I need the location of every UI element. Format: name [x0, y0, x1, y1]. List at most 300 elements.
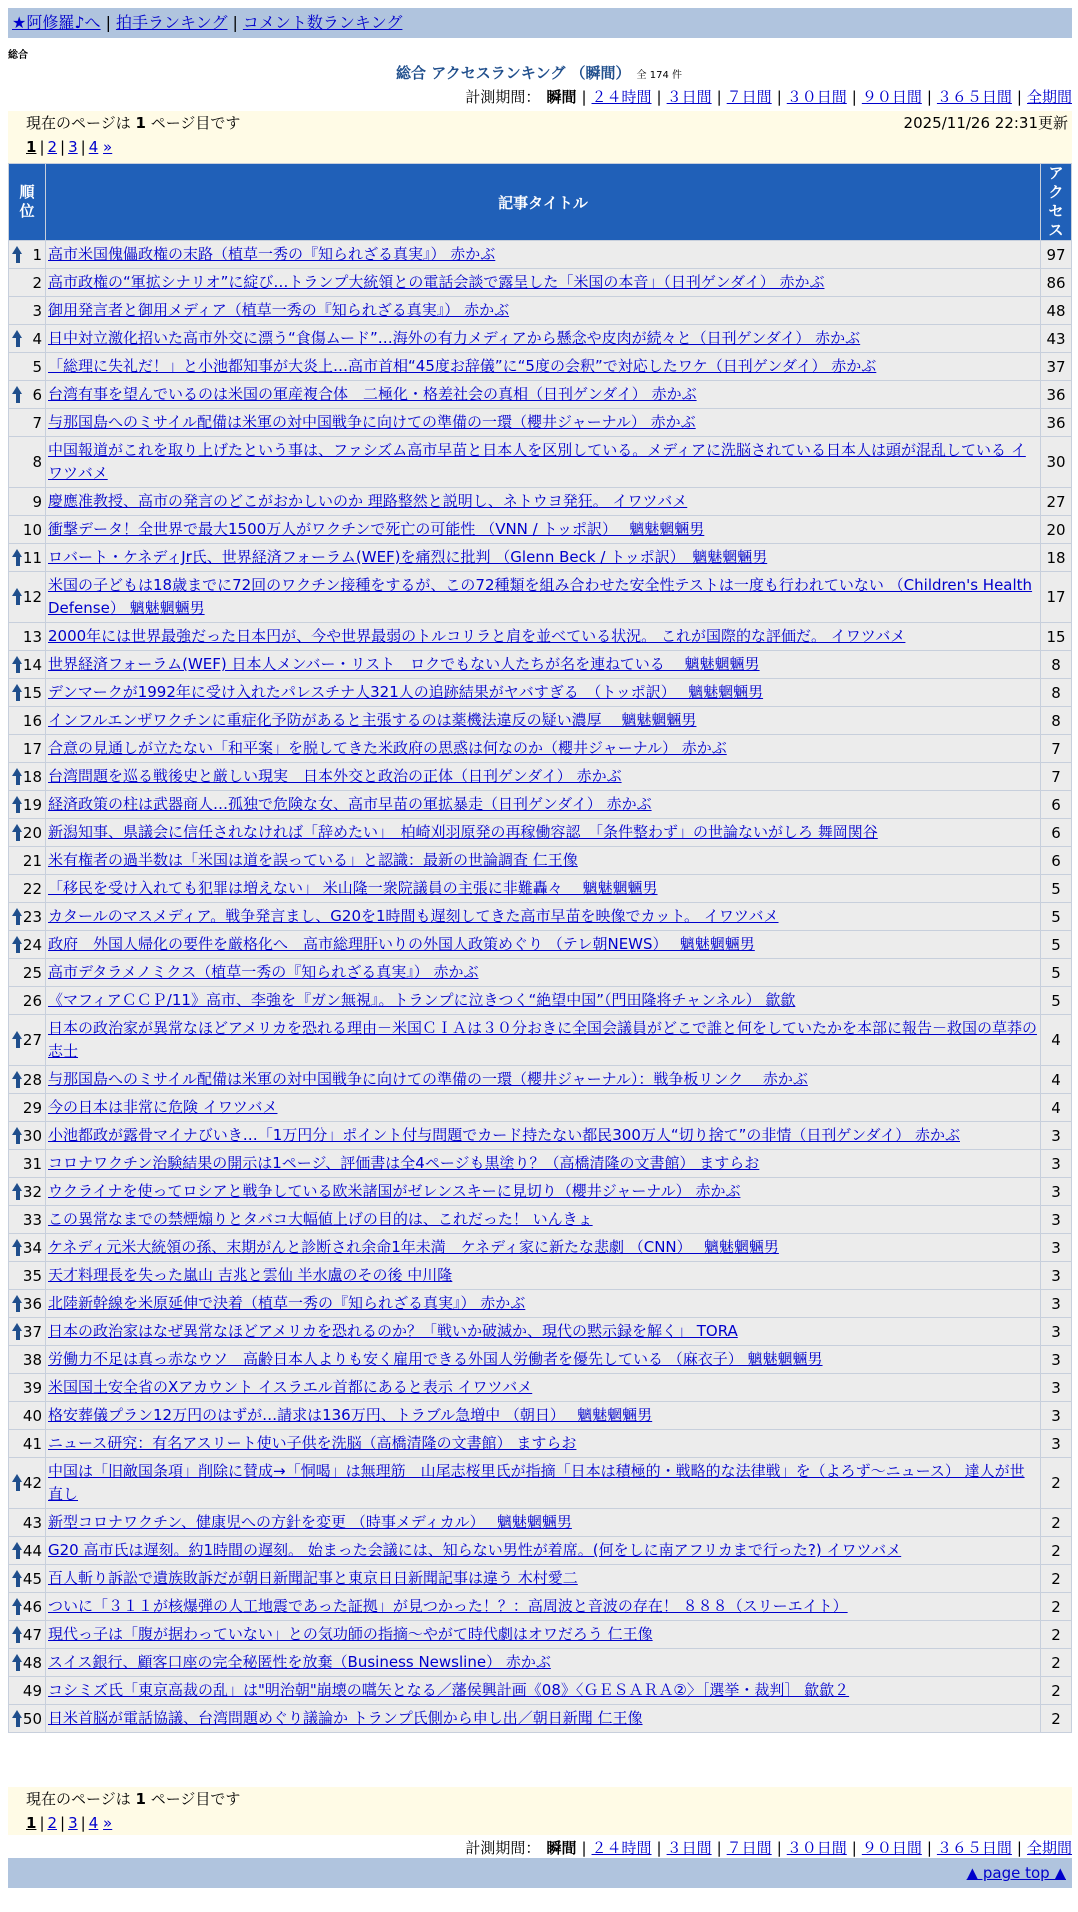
table-row: [9, 572, 1072, 623]
article-title-link[interactable]: 《マフィアＣＣＰ/11》高市、李強を『ガン無視』。トランプに泣きつく“絶望中国”（門田隆将チャンネル） 歙歙: [48, 991, 796, 1009]
table-row: [9, 987, 1072, 1015]
nav-separator: |: [232, 13, 238, 32]
title-cell: [46, 931, 1041, 959]
access-count: 43: [1041, 325, 1072, 353]
article-title-link[interactable]: この異常なまでの禁煙煽りとタバコ大幅値上げの目的は、これだった！ いんきょ: [48, 1210, 593, 1228]
title-cell: [46, 735, 1041, 763]
update-timestamp: 2025/11/26 22:31更新: [903, 114, 1068, 132]
title-cell: [46, 707, 1041, 735]
title-cell: [46, 679, 1041, 707]
period-link-1-top[interactable]: ３日間: [666, 88, 712, 106]
rank-up-arrow-icon: [12, 549, 23, 567]
rank-up-arrow-icon: [12, 768, 23, 786]
article-title-link[interactable]: 「総理に失礼だ！」と小池都知事が大炎上…高市首相“45度お辞儀”に“5度の会釈”で対応したワケ（日刊ゲンダイ） 赤かぶ: [48, 357, 877, 375]
rank-up-arrow-icon: [12, 656, 23, 674]
rank-cell: [9, 791, 46, 819]
access-count: 3: [1041, 1206, 1072, 1234]
pager-separator: |: [39, 1814, 45, 1832]
article-title-link[interactable]: 天才料理長を失った嵐山 吉兆と雲仙 半水盧のその後 中川隆: [48, 1266, 453, 1284]
table-row: [9, 707, 1072, 735]
ranking-rows: [9, 241, 1072, 1733]
rank-cell: [9, 1206, 46, 1234]
access-count: 2: [1041, 1537, 1072, 1565]
title-cell: [46, 353, 1041, 381]
article-title-link[interactable]: 百人斬り訴訟で遺族敗訴だが朝日新聞記事と東京日日新聞記事は違う 木村愛二: [48, 1569, 578, 1587]
article-title-link[interactable]: 日中対立激化招いた高市外交に漂う“食傷ムード”…海外の有力メディアから懸念や皮肉が続々と（日刊ゲンダイ） 赤かぶ: [48, 329, 861, 347]
access-count: 4: [1041, 1066, 1072, 1094]
rank-number: 30: [22, 1126, 42, 1145]
article-title-link[interactable]: 中国報道がこれを取り上げたという事は、ファシズム高市早苗と日本人を区別している。メディアに洗脳されている日本人は頭が混乱している イワツバメ: [48, 441, 1026, 482]
rank-number: 27: [22, 1031, 42, 1049]
table-row: [9, 931, 1072, 959]
article-title-link[interactable]: 日本の政治家が異常なほどアメリカを恐れる理由－米国ＣＩＡは３０分おきに全国会議員がどこで誰と何をしていたかを本部に報告－救国の草莽の志士: [48, 1019, 1037, 1060]
access-count: 8: [1041, 679, 1072, 707]
period-selector-top: [465, 86, 1072, 107]
article-title-link[interactable]: 今の日本は非常に危険 イワツバメ: [48, 1098, 278, 1116]
rank-up-arrow-icon: [12, 936, 23, 954]
access-count: 3: [1041, 1178, 1072, 1206]
rank-number: 7: [32, 413, 42, 432]
article-title-link[interactable]: ニュース研究：有名アスリート使い子供を洗脳（高橋清隆の文書館） ますらお: [48, 1434, 577, 1452]
table-row: [9, 1374, 1072, 1402]
article-title-link[interactable]: 米有権者の過半数は「米国は道を誤っている」と認識：最新の世論調査 仁王像: [48, 851, 578, 869]
article-title-link[interactable]: 米国国土安全省のXアカウント イスラエル首都にあると表示 イワツバメ: [48, 1378, 533, 1396]
access-count: 15: [1041, 623, 1072, 651]
period-separator: |: [926, 88, 932, 106]
period-label: 計測期間：: [465, 1839, 541, 1857]
access-count: 3: [1041, 1374, 1072, 1402]
link-asyura-home[interactable]: ★阿修羅♪へ: [12, 13, 101, 32]
table-row: [9, 1015, 1072, 1066]
table-row: [9, 819, 1072, 847]
table-row: [9, 381, 1072, 409]
table-row: [9, 791, 1072, 819]
period-separator: |: [581, 88, 587, 106]
title-cell: [46, 325, 1041, 353]
access-count: 2: [1041, 1705, 1072, 1733]
article-title-link[interactable]: スイス銀行、顧客口座の完全秘匿性を放棄（Business Newsline） 赤かぶ: [48, 1653, 551, 1671]
table-row: [9, 1262, 1072, 1290]
rank-up-arrow-icon: [12, 1542, 23, 1560]
period-separator: |: [581, 1839, 587, 1857]
pager-bottom: [26, 1811, 1068, 1835]
rank-up-arrow-icon: [12, 908, 23, 926]
pager-top: [26, 135, 1068, 159]
period-link-0-top[interactable]: ２４時間: [591, 88, 652, 106]
access-count: 2: [1041, 1649, 1072, 1677]
rank-number: 22: [22, 879, 42, 898]
article-title-link[interactable]: インフルエンザワクチンに重症化予防があると主張するのは薬機法違反の疑い濃厚 魑魅魍魎男: [48, 711, 697, 729]
period-link-5-top[interactable]: ３６５日間: [936, 88, 1012, 106]
rank-up-arrow-icon: [12, 1474, 23, 1492]
pager-next-link[interactable]: »: [103, 138, 113, 156]
table-row: [9, 1178, 1072, 1206]
article-title-link[interactable]: 「移民を受け入れても犯罪は増えない」 米山隆一衆院議員の主張に非難轟々 魑魅魍魎男: [48, 879, 658, 897]
table-row: [9, 269, 1072, 297]
title-cell: [46, 847, 1041, 875]
rank-cell: [9, 1537, 46, 1565]
rank-cell: [9, 1066, 46, 1094]
title-cell: [46, 1015, 1041, 1066]
rank-cell: [9, 1318, 46, 1346]
rank-up-arrow-icon: [12, 1183, 23, 1201]
access-count: 3: [1041, 1318, 1072, 1346]
article-title-link[interactable]: 現代っ子は「腹が据わっていない」との気功師の指摘～やがて時代劇はオワだろう 仁王像: [48, 1625, 653, 1643]
page-status-line: [26, 111, 1068, 135]
pager-next-link[interactable]: »: [103, 1814, 113, 1832]
rank-cell: [9, 623, 46, 651]
title-cell: [46, 381, 1041, 409]
table-row: [9, 516, 1072, 544]
rank-up-arrow-icon: [12, 246, 23, 264]
rank-number: 1: [32, 245, 42, 264]
title-cell: [46, 1593, 1041, 1621]
page-status-line: [26, 1787, 1068, 1811]
title-cell: [46, 269, 1041, 297]
pager-current-page[interactable]: 1: [26, 138, 37, 156]
period-link-4-bottom[interactable]: ９０日間: [861, 1839, 922, 1857]
period-separator: |: [926, 1839, 932, 1857]
access-count: 36: [1041, 409, 1072, 437]
period-label: 計測期間：: [465, 88, 541, 106]
title-cell: [46, 297, 1041, 325]
title-cell: [46, 959, 1041, 987]
article-title-link[interactable]: 2000年には世界最強だった日本円が、今や世界最弱のトルコリラと肩を並べている状況。 これが国際的な評価だ。 イワツバメ: [48, 627, 906, 645]
access-count: 2: [1041, 1509, 1072, 1537]
rank-number: 50: [22, 1709, 42, 1728]
rank-number: 36: [22, 1294, 42, 1313]
title-cell: [46, 1509, 1041, 1537]
title-cell: [46, 819, 1041, 847]
title-cell: [46, 1290, 1041, 1318]
rank-cell: [9, 1677, 46, 1705]
rank-cell: [9, 847, 46, 875]
rank-number: 10: [22, 520, 42, 539]
rank-up-arrow-icon: [12, 1570, 23, 1588]
table-row: [9, 959, 1072, 987]
title-cell: [46, 791, 1041, 819]
rank-number: 6: [32, 385, 42, 404]
rank-number: 19: [22, 795, 42, 814]
article-title-link[interactable]: カタールのマスメディア。戦争発言まし、G20を1時間も遅刻してきた高市早苗を映像でカット。 イワツバメ: [48, 907, 779, 925]
rank-cell: [9, 1290, 46, 1318]
access-count: 18: [1041, 544, 1072, 572]
article-title-link[interactable]: 高市米国傀儡政権の末路（植草一秀の『知られざる真実』） 赤かぶ: [48, 245, 496, 263]
access-count: 48: [1041, 297, 1072, 325]
access-count: 17: [1041, 572, 1072, 623]
page-top-link[interactable]: ▲ page top ▲: [966, 1864, 1066, 1882]
table-row: [9, 735, 1072, 763]
rank-cell: [9, 1430, 46, 1458]
rank-number: 18: [22, 767, 42, 786]
access-count: 5: [1041, 903, 1072, 931]
title-cell: [46, 651, 1041, 679]
article-title-link[interactable]: 小池都政が露骨マイナびいき…「1万円分」ポイント付与問題でカード持たない都民300万人“切り捨て”の非情（日刊ゲンダイ） 赤かぶ: [48, 1126, 960, 1144]
rank-number: 40: [22, 1406, 42, 1425]
title-cell: [46, 623, 1041, 651]
period-separator: |: [716, 88, 722, 106]
article-title-link[interactable]: 北陸新幹線を米原延伸で決着（植草一秀の『知られざる真実』） 赤かぶ: [48, 1294, 526, 1312]
rank-number: 31: [22, 1154, 42, 1173]
rank-cell: [9, 1402, 46, 1430]
access-count: 3: [1041, 1402, 1072, 1430]
rank-cell: [9, 544, 46, 572]
title-cell: [46, 875, 1041, 903]
title-cell: [46, 1565, 1041, 1593]
title-cell: [46, 1262, 1041, 1290]
access-count: 20: [1041, 516, 1072, 544]
rank-number: 16: [22, 711, 42, 730]
article-title-link[interactable]: 台湾問題を巡る戦後史と厳しい現実 日本外交と政治の正体（日刊ゲンダイ） 赤かぶ: [48, 767, 622, 785]
article-title-link[interactable]: コロナワクチン治験結果の開示は1ページ、評価書は全4ページも黒塗り？（高橋清隆の文書館） ますらお: [48, 1154, 760, 1172]
rank-cell: [9, 1705, 46, 1733]
title-cell: [46, 1206, 1041, 1234]
article-title-link[interactable]: 与那国島へのミサイル配備は米軍の対中国戦争に向けての準備の一環（櫻井ジャーナル） 赤かぶ: [48, 413, 696, 431]
table-row: [9, 241, 1072, 269]
title-cell: [46, 1150, 1041, 1178]
period-link-6-top[interactable]: 全期間: [1026, 88, 1072, 106]
rank-cell: [9, 1458, 46, 1509]
pager-page-link[interactable]: 4: [88, 1814, 99, 1832]
access-count: 2: [1041, 1593, 1072, 1621]
page-status-prefix: 現在のページは: [26, 1790, 131, 1808]
article-title-link[interactable]: 合意の見通しが立たない「和平案」を脱してきた米政府の思惑は何なのか（櫻井ジャーナル） 赤かぶ: [48, 739, 727, 757]
article-title-link[interactable]: ケネディ元米大統領の孫、末期がんと診断され余命1年未満 ケネディ家に新たな悲劇 （CNN） 魑魅魍魎男: [48, 1238, 779, 1256]
rank-number: 2: [32, 273, 42, 292]
page-info-bottom: [8, 1787, 1072, 1835]
access-count: 2: [1041, 1458, 1072, 1509]
article-title-link[interactable]: 中国は「旧敵国条項」削除に賛成→「恫喝」は無理筋 山尾志桜里氏が指摘「日本は積極的・戦略的な法律戦」を（よろず～ニュース） 達人が世直し: [48, 1462, 1025, 1503]
link-clap-ranking[interactable]: 拍手ランキング: [115, 13, 228, 32]
rank-number: 11: [22, 548, 42, 567]
pager-page-link[interactable]: 2: [47, 138, 58, 156]
access-count: 5: [1041, 875, 1072, 903]
period-link-4-top[interactable]: ９０日間: [861, 88, 922, 106]
article-title-link[interactable]: 政府 外国人帰化の要件を厳格化へ 高市総理肝いりの外国人政策めぐり （テレ朝NEWS） 魑魅魍魎男: [48, 935, 755, 953]
rank-up-arrow-icon: [12, 1323, 23, 1341]
rank-number: 4: [32, 329, 42, 348]
rank-cell: [9, 1122, 46, 1150]
rank-cell: [9, 1649, 46, 1677]
rank-number: 46: [22, 1597, 42, 1616]
rank-number: 24: [22, 935, 42, 954]
table-row: [9, 1458, 1072, 1509]
article-title-link[interactable]: 米国の子どもは18歳までに72回のワクチン接種をするが、この72種類を組み合わせた安全性テストは一度も行われていない （Children's Health Defense） 魑魅魍魎男: [48, 576, 1033, 617]
period-separator: |: [851, 88, 857, 106]
title-cell: [46, 1178, 1041, 1206]
page-status-prefix: 現在のページは: [26, 114, 131, 132]
rank-up-arrow-icon: [12, 588, 23, 606]
col-access-header: アクセス: [1041, 164, 1072, 241]
table-row: [9, 1318, 1072, 1346]
rank-cell: [9, 1234, 46, 1262]
category-label: 総合: [8, 50, 28, 61]
title-cell: [46, 1402, 1041, 1430]
article-title-link[interactable]: 日本の政治家はなぜ異常なほどアメリカを恐れるのか？「戦いか破滅か、現代の黙示録を解く」 TORA: [48, 1322, 738, 1340]
rank-cell: [9, 959, 46, 987]
article-title-link[interactable]: 高市政権の“軍拡シナリオ”に綻び…トランプ大統領との電話会談で露呈した「米国の本音」（日刊ゲンダイ） 赤かぶ: [48, 273, 825, 291]
pager-separator: |: [80, 138, 86, 156]
rank-number: 43: [22, 1513, 42, 1532]
table-row: [9, 651, 1072, 679]
top-nav-bar: [8, 8, 1072, 38]
title-cell: [46, 1346, 1041, 1374]
rank-number: 5: [32, 357, 42, 376]
rank-up-arrow-icon: [12, 1598, 23, 1616]
rank-up-arrow-icon: [12, 824, 23, 842]
access-count: 5: [1041, 987, 1072, 1015]
rank-number: 33: [22, 1210, 42, 1229]
col-rank-header: 順位: [9, 164, 46, 241]
rank-number: 39: [22, 1378, 42, 1397]
period-link-2-top[interactable]: ７日間: [726, 88, 772, 106]
table-row: [9, 1402, 1072, 1430]
access-count: 4: [1041, 1015, 1072, 1066]
access-count: 30: [1041, 437, 1072, 488]
access-count: 3: [1041, 1430, 1072, 1458]
article-title-link[interactable]: 格安葬儀プラン12万円のはずが…請求は136万円、トラブル急増中 （朝日） 魑魅魍魎男: [48, 1406, 653, 1424]
pager-page-link[interactable]: 4: [88, 138, 99, 156]
access-count: 3: [1041, 1346, 1072, 1374]
table-row: [9, 1537, 1072, 1565]
period-separator: |: [776, 88, 782, 106]
rank-cell: [9, 269, 46, 297]
title-cell: [46, 241, 1041, 269]
rank-number: 41: [22, 1434, 42, 1453]
rank-cell: [9, 707, 46, 735]
table-row: [9, 437, 1072, 488]
article-title-link[interactable]: 世界経済フォーラム(WEF) 日本人メンバー・リスト ロクでもない人たちが名を連ねている 魑魅魍魎男: [48, 655, 760, 673]
pager-page-link[interactable]: 3: [68, 138, 78, 156]
period-separator: |: [1016, 88, 1022, 106]
table-row: [9, 1206, 1072, 1234]
article-title-link[interactable]: 経済政策の柱は武器商人…孤独で危険な女、高市早苗の軍拡暴走（日刊ゲンダイ） 赤かぶ: [48, 795, 652, 813]
article-title-link[interactable]: 新潟知事、県議会に信任されなければ「辞めたい」 柏崎刈羽原発の再稼働容認 「条件整わず」の世論ないがしろ 舞岡関谷: [48, 823, 878, 841]
rank-cell: [9, 1346, 46, 1374]
rank-up-arrow-icon: [12, 1239, 23, 1257]
access-count: 6: [1041, 791, 1072, 819]
access-count: 6: [1041, 819, 1072, 847]
rank-up-arrow-icon: [12, 1127, 23, 1145]
article-title-link[interactable]: ロバート・ケネディJr氏、世界経済フォーラム(WEF)を痛烈に批判 （Glenn Beck / トッポ訳） 魑魅魍魎男: [48, 548, 768, 566]
rank-number: 25: [22, 963, 42, 982]
rank-number: 42: [22, 1474, 42, 1492]
rank-number: 49: [22, 1681, 42, 1700]
rank-cell: [9, 1565, 46, 1593]
period-separator: |: [776, 1839, 782, 1857]
article-title-link[interactable]: 台湾有事を望んでいるのは米国の軍産複合体 二極化・格差社会の真相（日刊ゲンダイ） 赤かぶ: [48, 385, 697, 403]
total-count: 全 174 件: [636, 70, 682, 81]
period-link-5-bottom[interactable]: ３６５日間: [936, 1839, 1012, 1857]
article-title-link[interactable]: デンマークが1992年に受け入れたパレスチナ人321人の追跡結果がヤバすぎる （トッポ訳） 魑魅魍魎男: [48, 683, 764, 701]
rank-cell: [9, 1509, 46, 1537]
rank-number: 17: [22, 739, 42, 758]
table-row: [9, 679, 1072, 707]
rank-cell: [9, 1094, 46, 1122]
rank-number: 9: [32, 492, 42, 511]
article-title-link[interactable]: 日米首脳が電話協議、台湾問題めぐり議論か トランプ氏側から申し出／朝日新聞 仁王像: [48, 1709, 643, 1727]
article-title-link[interactable]: 御用発言者と御用メディア（植草一秀の『知られざる真実』） 赤かぶ: [48, 301, 510, 319]
rank-cell: [9, 1593, 46, 1621]
link-comment-ranking[interactable]: コメント数ランキング: [242, 13, 403, 32]
rank-cell: [9, 297, 46, 325]
title-cell: [46, 1705, 1041, 1733]
table-row: [9, 1649, 1072, 1677]
rank-up-arrow-icon: [12, 1071, 23, 1089]
rank-cell: [9, 931, 46, 959]
rank-cell: [9, 875, 46, 903]
table-row: [9, 847, 1072, 875]
period-link-0-bottom[interactable]: ２４時間: [591, 1839, 652, 1857]
period-link-3-top[interactable]: ３０日間: [786, 88, 847, 106]
article-title-link[interactable]: ついに「３１１が核爆弾の人工地震であった証拠」が見つかった！？：高周波と音波の存在！ ８８８（スリーエイト）: [48, 1597, 848, 1615]
table-row: [9, 325, 1072, 353]
access-count: 8: [1041, 651, 1072, 679]
access-count: 27: [1041, 488, 1072, 516]
period-link-3-bottom[interactable]: ３０日間: [786, 1839, 847, 1857]
title-cell: [46, 516, 1041, 544]
pager-separator: |: [60, 138, 66, 156]
article-title-link[interactable]: ウクライナを使ってロシアと戦争している欧米諸国がゼレンスキーに見切り（櫻井ジャーナル） 赤かぶ: [48, 1182, 741, 1200]
period-link-6-bottom[interactable]: 全期間: [1026, 1839, 1072, 1857]
article-title-link[interactable]: 高市デタラメノミクス（植草一秀の『知られざる真実』） 赤かぶ: [48, 963, 479, 981]
period-current: 瞬間: [546, 1839, 577, 1857]
article-title-link[interactable]: G20 高市氏は遅刻。約1時間の遅刻。 始まった会議には、知らない男性が着席。(何をしに南アフリカまで行った?) イワツバメ: [48, 1541, 902, 1559]
article-title-link[interactable]: 新型コロナワクチン、健康児への方針を変更 （時事メディカル） 魑魅魍魎男: [48, 1513, 572, 1531]
rank-cell: [9, 903, 46, 931]
page-status-number: 1: [135, 1790, 146, 1808]
article-title-link[interactable]: 慶應准教授、高市の発言のどこがおかしいのか 理路整然と説明し、ネトウヨ発狂。 イワツバメ: [48, 492, 688, 510]
table-row: [9, 409, 1072, 437]
article-title-link[interactable]: 衝撃データ！全世界で最大1500万人がワクチンで死亡の可能性 （VNN / トッポ訳） 魑魅魍魎男: [48, 520, 705, 538]
period-link-2-bottom[interactable]: ７日間: [726, 1839, 772, 1857]
rank-cell: [9, 409, 46, 437]
access-count: 3: [1041, 1150, 1072, 1178]
title-cell: [46, 1066, 1041, 1094]
article-title-link[interactable]: 与那国島へのミサイル配備は米軍の対中国戦争に向けての準備の一環（櫻井ジャーナル）：戦争板リンク 赤かぶ: [48, 1070, 808, 1088]
table-row: [9, 544, 1072, 572]
rank-number: 45: [22, 1569, 42, 1588]
title-cell: [46, 1094, 1041, 1122]
rank-cell: [9, 325, 46, 353]
pager-page-link[interactable]: 2: [47, 1814, 58, 1832]
pager-current-page[interactable]: 1: [26, 1814, 37, 1832]
table-row: [9, 1150, 1072, 1178]
title-cell: [46, 1430, 1041, 1458]
table-row: [9, 1234, 1072, 1262]
period-separator: |: [1016, 1839, 1022, 1857]
ranking-title: 総合 アクセスランキング （瞬間）: [396, 64, 631, 82]
rank-number: 26: [22, 991, 42, 1010]
table-row: [9, 297, 1072, 325]
rank-up-arrow-icon: [12, 1295, 23, 1313]
article-title-link[interactable]: コシミズ氏「東京高裁の乱」は"明治朝"崩壊の嚆矢となる／藩侯興計画《08》〈ＧＥＳＡＲＡ②〉［選挙・裁判］ 歙歙２: [48, 1681, 850, 1699]
period-link-1-bottom[interactable]: ３日間: [666, 1839, 712, 1857]
pager-page-link[interactable]: 3: [68, 1814, 78, 1832]
access-count: 7: [1041, 735, 1072, 763]
access-count: 37: [1041, 353, 1072, 381]
rank-number: 44: [22, 1541, 42, 1560]
article-title-link[interactable]: 労働力不足は真っ赤なウソ 高齢日本人よりも安く雇用できる外国人労働者を優先している （麻衣子） 魑魅魍魎男: [48, 1350, 823, 1368]
table-row: [9, 1122, 1072, 1150]
table-row: [9, 1346, 1072, 1374]
table-row: [9, 1066, 1072, 1094]
access-count: 8: [1041, 707, 1072, 735]
period-separator: |: [716, 1839, 722, 1857]
ranking-table: [8, 163, 1072, 1733]
period-selector-bottom: [465, 1837, 1072, 1858]
rank-cell: [9, 572, 46, 623]
